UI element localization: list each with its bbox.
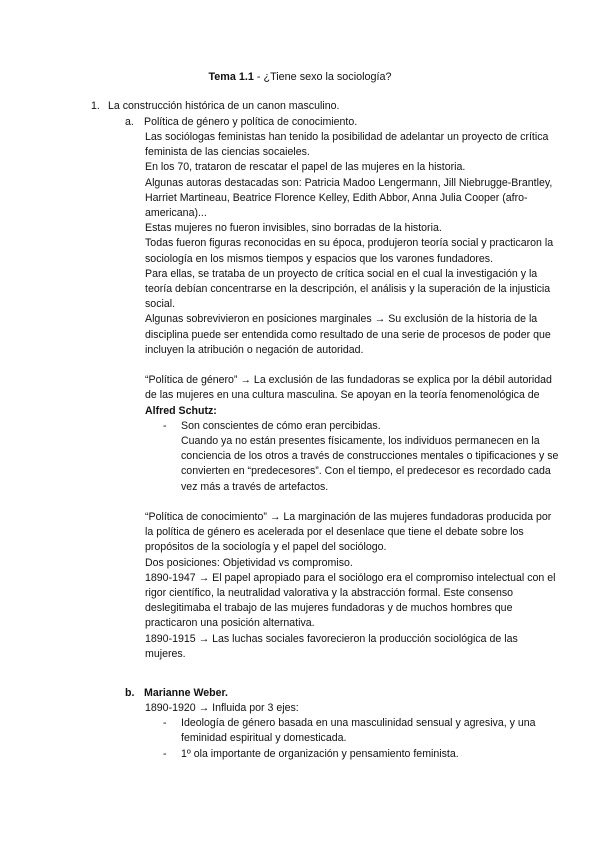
dash-bullet: - bbox=[163, 747, 167, 760]
section-1-heading: La construcción histórica de un canon masculino. bbox=[108, 100, 340, 112]
list-item-text: Ideología de género basada en una masculinidad sensual y agresiva, y una feminidad espiritual y domesticada. bbox=[181, 717, 536, 745]
subsection-a-body bbox=[145, 130, 560, 662]
page-title bbox=[0, 70, 600, 85]
subsection-b-letter: b. bbox=[125, 687, 135, 699]
dash-bullet: - bbox=[163, 717, 167, 730]
politica-genero-paragraph bbox=[145, 373, 560, 419]
list-item bbox=[145, 716, 560, 746]
politica-genero-text: “Política de género” → La exclusión de las fundadoras se explica por la débil autoridad de las mujeres en una cultura masculina. Se apoyan en la teoría fenomenológica de bbox=[145, 374, 552, 402]
paragraph: Algunas autoras destacadas son: Patricia Madoo Lengermann, Jill Niebrugge-Brantley, Harriet Martineau, Beatrice Florence Kelley, Edith Abbor, Anna Julia Cooper (afro-americana)... bbox=[145, 176, 553, 220]
paragraph: Algunas sobrevivieron en posiciones marginales → Su exclusión de la historia de la disciplina puede ser entendida como resultado de una serie de procesos de poder que incluyen la atribución o negación de autoridad. bbox=[145, 313, 551, 356]
alfred-schutz: Alfred Schutz: bbox=[145, 404, 217, 417]
paragraph: 1890-1947 → El papel apropiado para el sociólogo era el compromiso intelectual con el rigor científico, la neutralidad valorativa y la abstracción formal. Este consenso deslegitimaba el trabajo de las mujeres fundadoras y de muchos hombres que practicaron una posición alternativa. bbox=[145, 571, 556, 630]
list-item-text: Son conscientes de cómo eran percibidas. bbox=[181, 419, 381, 432]
subsection-b-body bbox=[145, 701, 560, 762]
list-item-text: 1º ola importante de organización y pensamiento feminista. bbox=[181, 747, 459, 760]
paragraph: Estas mujeres no fueron invisibles, sino borradas de la historia. bbox=[145, 222, 442, 235]
dash-bullet: - bbox=[163, 419, 167, 432]
title-rest: - ¿Tiene sexo la sociología? bbox=[253, 71, 392, 83]
section-1-number: 1. bbox=[91, 100, 100, 112]
paragraph: Las sociólogas feministas han tenido la posibilidad de adelantar un proyecto de crítica feminista de las ciencias socaieles. bbox=[145, 131, 549, 159]
list-item bbox=[145, 419, 560, 495]
list-item bbox=[145, 747, 560, 762]
subsection-b-intro: 1890-1920 → Influida por 3 ejes: bbox=[145, 702, 299, 714]
list-item-extra: Cuando ya no están presentes físicamente, los individuos permanecen en la conciencia de los otros a través de construcciones mentales o tipificaciones y se convierten en “predecesores”. Con el tiempo, el predecesor es recordado cada vez más a través de artefactos. bbox=[181, 435, 559, 493]
subsection-b-heading: Marianne Weber. bbox=[144, 687, 228, 699]
subsection-a-heading: Política de género y política de conocimiento. bbox=[144, 116, 358, 128]
politica-conocimiento-paragraph: “Política de conocimiento” → La marginación de las mujeres fundadoras producida por la política de género es acelerada por el desenlace que tiene el debate sobre los propósitos de la sociología y el papel del sociólogo. bbox=[145, 511, 552, 554]
title-bold: Tema 1.1 bbox=[208, 71, 254, 83]
paragraph: Para ellas, se trataba de un proyecto de crítica social en el cual la investigación y la teoría debían concentrarse en la descripción, el análisis y la superación de la injusticia social. bbox=[145, 267, 551, 311]
paragraph: Dos posiciones: Objetividad vs compromiso. bbox=[145, 556, 353, 569]
paragraph: Todas fueron figuras reconocidas en su época, produjeron teoría social y practicaron la sociología en los mismos tiempos y espacios que los varones fundadores. bbox=[145, 237, 554, 265]
paragraph: En los 70, trataron de rescatar el papel de las mujeres en la historia. bbox=[145, 161, 466, 174]
subsection-a-letter: a. bbox=[125, 116, 134, 128]
paragraph: 1890-1915 → Las luchas sociales favorecieron la producción sociológica de las mujeres. bbox=[145, 632, 518, 660]
